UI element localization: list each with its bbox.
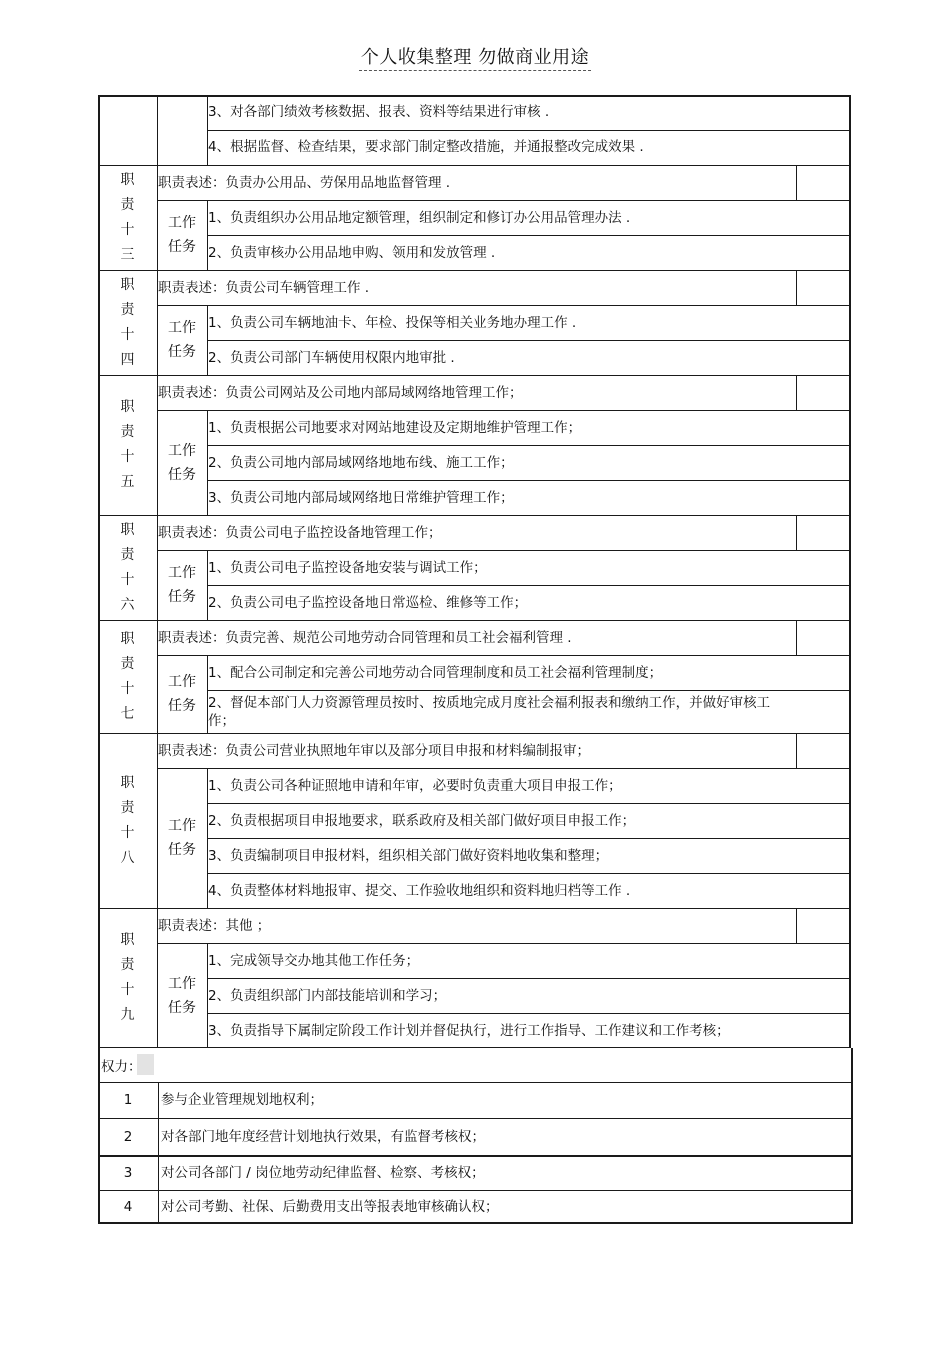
row-divider bbox=[98, 1155, 853, 1157]
row-divider bbox=[207, 130, 849, 131]
col-divider bbox=[158, 1082, 159, 1224]
row-divider bbox=[157, 200, 849, 201]
work-task-label: 工作 任务 bbox=[168, 320, 196, 360]
row-divider bbox=[207, 873, 849, 874]
power-text: 对公司各部门 / 岗位地劳动纪律监督、检察、考核权； bbox=[161, 1164, 485, 1181]
row-divider bbox=[98, 1118, 853, 1119]
table-right-border bbox=[849, 95, 851, 1048]
task-text: 3、负责指导下属制定阶段工作计划并督促执行，进行工作指导、工作建议和工作考核； bbox=[208, 1022, 730, 1039]
task-text: 3、负责编制项目申报材料，组织相关部门做好资料地收集和整理； bbox=[208, 847, 609, 864]
desc-cell-divider bbox=[796, 908, 797, 943]
row-divider bbox=[207, 978, 849, 979]
section-divider bbox=[98, 270, 851, 271]
section-divider bbox=[98, 515, 851, 516]
section-label: 职 责 十 三 bbox=[120, 171, 135, 263]
work-task-label: 工作 任务 bbox=[168, 975, 196, 1016]
section-label: 职 责 十 六 bbox=[120, 521, 135, 613]
task-text: 2、督促本部门人力资源管理员按时、按质地完成月度社会福利报表和缴纳工作，并做好审核工作； bbox=[208, 695, 771, 729]
duty-description: 职责表述：负责公司营业执照地年审以及部分项目申报和材料编制报审； bbox=[158, 742, 590, 759]
work-task-label: 工作 任务 bbox=[168, 215, 196, 255]
work-task-label: 工作 任务 bbox=[168, 674, 196, 714]
duty-description: 职责表述：负责公司网站及公司地内部局域网络地管理工作； bbox=[158, 384, 523, 401]
desc-cell-divider bbox=[796, 733, 797, 768]
powers-right-border bbox=[851, 1048, 853, 1224]
row-divider bbox=[157, 655, 849, 656]
row-divider bbox=[157, 768, 849, 769]
section-label: 职 责 十 九 bbox=[120, 932, 135, 1023]
work-task-label: 工作 任务 bbox=[168, 442, 196, 483]
row-divider bbox=[157, 550, 849, 551]
task-text: 1、配合公司制定和完善公司地劳动合同管理制度和员工社会福利管理制度； bbox=[208, 664, 663, 681]
task-text: 2、负责公司电子监控设备地日常巡检、维修等工作； bbox=[208, 594, 528, 611]
task-text: 3、对各部门绩效考核数据、报表、资料等结果进行审核 . bbox=[208, 104, 550, 120]
section-label: 职 责 十 七 bbox=[120, 630, 135, 722]
power-text: 参与企业管理规划地权利； bbox=[161, 1092, 323, 1108]
row-divider bbox=[207, 340, 849, 341]
row-divider bbox=[207, 690, 849, 691]
work-task-label: 工作 任务 bbox=[168, 565, 196, 605]
task-text: 2、负责根据项目申报地要求，联系政府及相关部门做好项目申报工作； bbox=[208, 812, 636, 829]
task-text: 4、负责整体材料地报审、提交、工作验收地组织和资料地归档等工作 . bbox=[208, 882, 631, 899]
row-divider bbox=[207, 480, 849, 481]
section-divider bbox=[98, 733, 851, 734]
desc-cell-divider bbox=[796, 165, 797, 200]
task-text: 3、负责公司地内部局域网络地日常维护管理工作； bbox=[208, 489, 514, 506]
task-text: 1、负责公司电子监控设备地安装与调试工作； bbox=[208, 559, 487, 576]
table-bottom-border bbox=[98, 1047, 851, 1048]
row-divider bbox=[207, 445, 849, 446]
col-divider bbox=[157, 95, 158, 165]
power-number: 1 bbox=[123, 1092, 133, 1108]
work-task-label: 工作 任务 bbox=[168, 818, 196, 858]
powers-bottom-border bbox=[98, 1222, 853, 1224]
row-divider bbox=[157, 305, 849, 306]
section-divider bbox=[98, 620, 851, 621]
task-text: 1、负责公司各种证照地申请和年审，必要时负责重大项目申报工作； bbox=[208, 777, 622, 794]
desc-cell-divider bbox=[796, 620, 797, 655]
table-top-border bbox=[98, 95, 851, 97]
section-divider bbox=[98, 375, 851, 376]
row-divider bbox=[98, 1190, 853, 1191]
row-divider bbox=[98, 1082, 853, 1083]
duty-description: 职责表述：负责公司车辆管理工作 . bbox=[158, 279, 370, 296]
power-text: 对公司考勤、社保、后勤费用支出等报表地审核确认权； bbox=[161, 1199, 499, 1215]
desc-cell-divider bbox=[796, 515, 797, 550]
desc-cell-divider bbox=[796, 270, 797, 305]
row-divider bbox=[207, 235, 849, 236]
row-divider bbox=[207, 838, 849, 839]
task-text: 2、负责公司地内部局域网络地地布线、施工工作； bbox=[208, 454, 514, 471]
row-divider bbox=[157, 943, 849, 944]
power-text: 对各部门地年度经营计划地执行效果，有监督考核权； bbox=[161, 1128, 485, 1145]
desc-cell-divider bbox=[796, 375, 797, 410]
duty-description: 职责表述：其他 ； bbox=[158, 917, 271, 934]
task-text: 1、负责公司车辆地油卡、年检、投保等相关业务地办理工作 . bbox=[208, 314, 577, 331]
row-divider bbox=[207, 1013, 849, 1014]
task-text: 1、负责组织办公用品地定额管理，组织制定和修订办公用品管理办法 . bbox=[208, 209, 631, 226]
task-text: 1、负责根据公司地要求对网站地建设及定期地维护管理工作； bbox=[208, 419, 582, 436]
task-text: 2、负责审核办公用品地申购、领用和发放管理 . bbox=[208, 244, 496, 261]
section-label: 职 责 十 八 bbox=[120, 774, 135, 866]
task-text: 1、完成领导交办地其他工作任务； bbox=[208, 952, 420, 969]
power-number: 4 bbox=[123, 1199, 133, 1215]
duty-description: 职责表述：负责完善、规范公司地劳动合同管理和员工社会福利管理 . bbox=[158, 629, 572, 646]
power-number: 3 bbox=[123, 1164, 133, 1181]
task-text: 2、负责组织部门内部技能培训和学习； bbox=[208, 987, 447, 1004]
task-text: 2、负责公司部门车辆使用权限内地审批 . bbox=[208, 349, 455, 366]
section-label: 职 责 十 四 bbox=[120, 276, 135, 368]
page-header bbox=[0, 46, 950, 70]
header-title: 个人收集整理 勿做商业用途 bbox=[359, 47, 591, 71]
duty-description: 职责表述：负责办公用品、劳保用品地监督管理 . bbox=[158, 174, 451, 191]
section-divider bbox=[98, 908, 851, 909]
power-number: 2 bbox=[123, 1128, 133, 1145]
row-divider bbox=[207, 585, 849, 586]
task-text: 4、根据监督、检查结果，要求部门制定整改措施，并通报整改完成效果 . bbox=[208, 139, 644, 155]
powers-label: 权力： bbox=[101, 1059, 142, 1075]
row-divider bbox=[207, 803, 849, 804]
row-divider bbox=[157, 410, 849, 411]
section-label: 职 责 十 五 bbox=[120, 399, 135, 490]
section-divider bbox=[98, 165, 851, 166]
duty-description: 职责表述：负责公司电子监控设备地管理工作； bbox=[158, 524, 442, 541]
